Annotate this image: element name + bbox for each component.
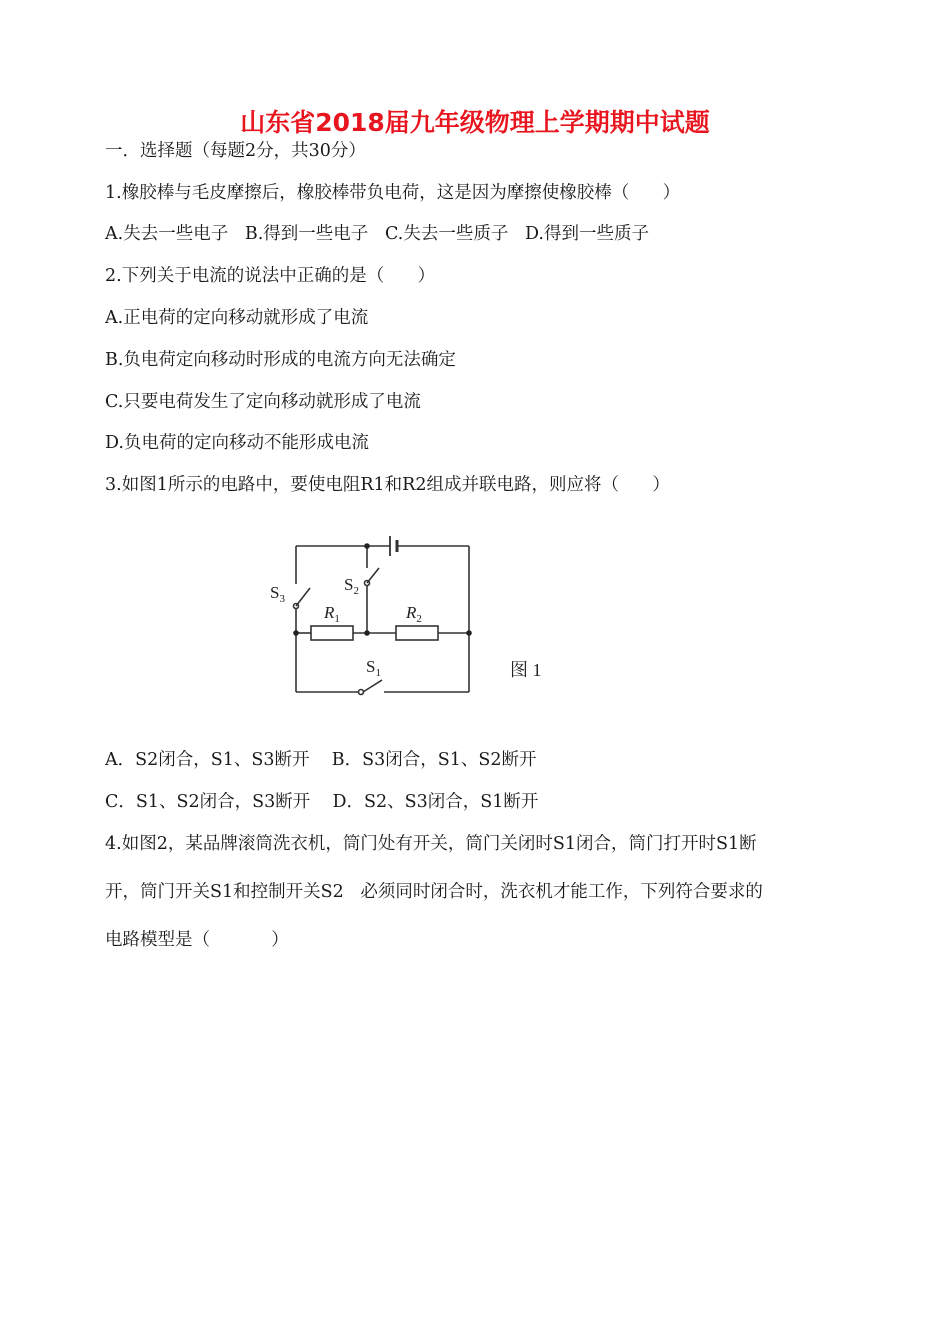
question-2-option-c: C.只要电荷发生了定向移动就形成了电流 bbox=[105, 392, 421, 412]
label-r2: $R_2$ bbox=[406, 603, 422, 625]
label-s3: $S_3$ bbox=[270, 583, 285, 605]
question-2-option-d: D.负电荷的定向移动不能形成电流 bbox=[105, 433, 369, 453]
s1-blade bbox=[363, 680, 382, 692]
question-4-stem-line-3: 电路模型是（ ） bbox=[105, 930, 289, 950]
figure-caption: 图 1 bbox=[510, 660, 542, 680]
question-3-stem: 3.如图1所示的电路中，要使电阻R1和R2组成并联电路，则应将（ ） bbox=[105, 475, 670, 495]
s3-blade bbox=[296, 588, 310, 606]
question-2-option-b: B.负电荷定向移动时形成的电流方向无法确定 bbox=[105, 350, 456, 370]
s2-blade bbox=[367, 568, 379, 583]
resistor-r2 bbox=[396, 626, 438, 640]
label-s1: $S_1$ bbox=[366, 657, 381, 679]
question-3-options-cd: C．S1、S2闭合，S3断开 D．S2、S3闭合，S1断开 bbox=[105, 792, 539, 812]
question-4-stem-line-2: 开，筒门开关S1和控制开关S2 必须同时闭合时，洗衣机才能工作，下列符合要求的 bbox=[105, 882, 763, 902]
question-4-stem-line-1: 4.如图2，某品牌滚筒洗衣机，筒门处有开关，筒门关闭时S1闭合，筒门打开时S1断 bbox=[105, 834, 757, 854]
section-heading: 一．选择题（每题2分，共30分） bbox=[105, 141, 366, 161]
junction-right bbox=[466, 630, 472, 636]
junction-left bbox=[293, 630, 299, 636]
resistor-r1 bbox=[311, 626, 353, 640]
label-s2: $S_2$ bbox=[344, 575, 359, 597]
junction-top bbox=[364, 543, 370, 549]
page-title: 山东省2018届九年级物理上学期期中试题 bbox=[240, 108, 710, 137]
circuit-diagram bbox=[266, 528, 566, 708]
junction-middle bbox=[364, 630, 370, 636]
question-3-options-ab: A．S2闭合，S1、S3断开 B．S3闭合，S1、S2断开 bbox=[105, 750, 537, 770]
question-1-stem: 1.橡胶棒与毛皮摩擦后，橡胶棒带负电荷，这是因为摩擦使橡胶棒（ ） bbox=[105, 183, 681, 203]
question-1-options: A.失去一些电子 B.得到一些电子 C.失去一些质子 D.得到一些质子 bbox=[105, 224, 649, 244]
question-2-stem: 2.下列关于电流的说法中正确的是（ ） bbox=[105, 266, 436, 286]
circuit-figure-1 bbox=[266, 528, 566, 708]
question-2-option-a: A.正电荷的定向移动就形成了电流 bbox=[105, 308, 369, 328]
label-r1: $R_1$ bbox=[324, 603, 340, 625]
s1-pivot bbox=[359, 690, 364, 695]
